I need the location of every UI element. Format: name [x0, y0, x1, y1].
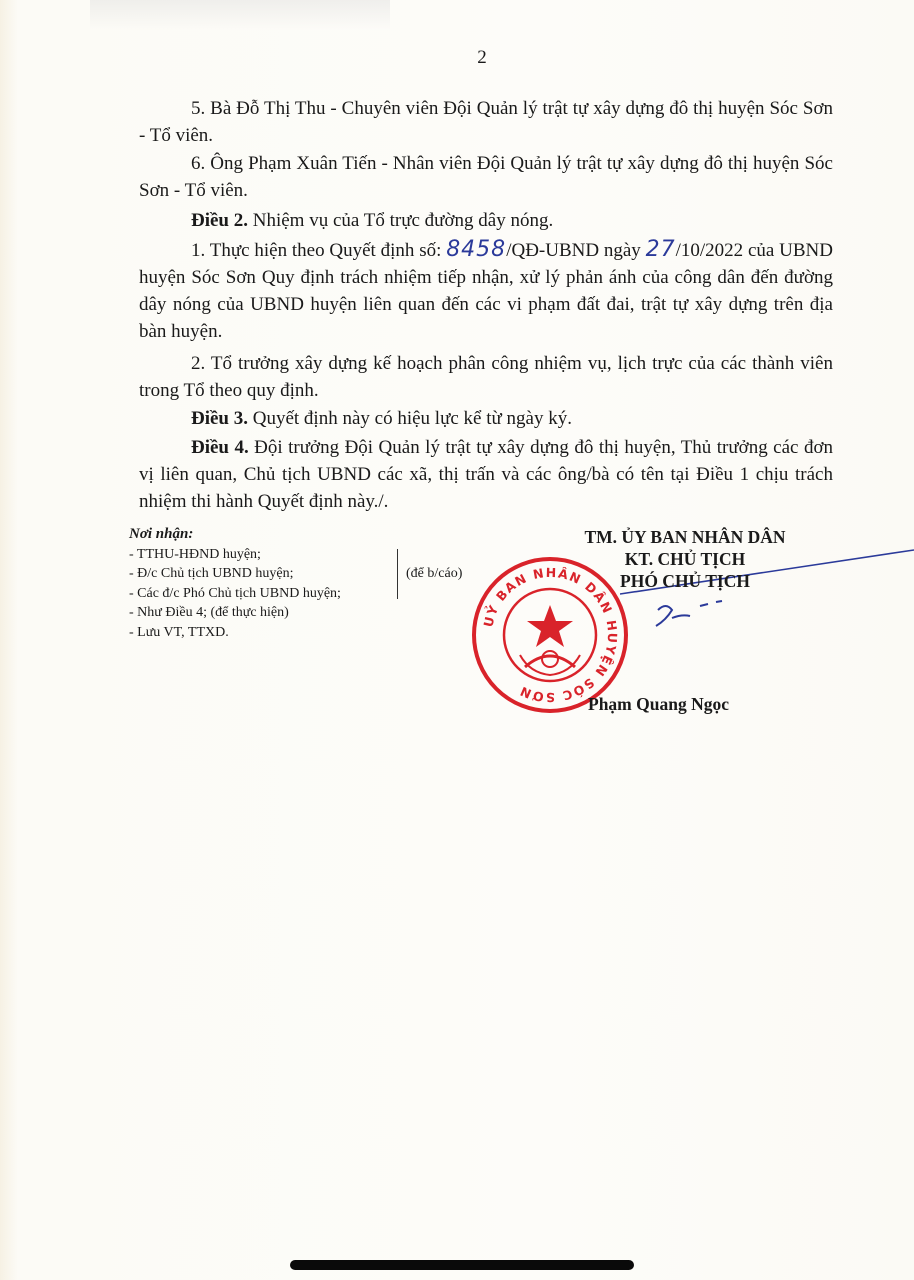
article-4-text: Đội trưởng Đội Quản lý trật tự xây dựng đô thị huyện, Thủ trưởng các đơn vị liên quan, Chủ tịch UBND các xã, thị trấn và các ông/bà có tên tại Điều 1 chịu trách nhiệm thi hành Quyết định này./.: [139, 437, 834, 512]
article-2-item-2: 2. Tổ trưởng xây dựng kế hoạch phân công nhiệm vụ, lịch trực của các thành viên trong Tổ theo quy định.: [139, 353, 833, 401]
article-2-title: Nhiệm vụ của Tổ trực đường dây nóng.: [248, 210, 554, 231]
article-2-label: Điều 2.: [191, 210, 248, 231]
decision-day-handwritten: 27: [645, 237, 676, 262]
article-3-label: Điều 3.: [191, 408, 248, 429]
article-2-item-1: [139, 236, 833, 345]
member-6: 6. Ông Phạm Xuân Tiến - Nhân viên Đội Quản lý trật tự xây dựng đô thị huyện Sóc Sơn - Tổ viên.: [139, 153, 833, 201]
signer-name: Phạm Quang Ngọc: [588, 694, 729, 714]
signature-title-1: TM. ỦY BAN NHÂN DÂN: [584, 527, 786, 547]
signature-title-2: KT. CHỦ TỊCH: [624, 549, 746, 569]
decision-number-handwritten: 8458: [446, 237, 507, 262]
scan-shadow: [90, 0, 390, 30]
report-note: (để b/cáo): [406, 566, 463, 581]
home-indicator[interactable]: [290, 1260, 634, 1270]
recipients-brace: [397, 549, 398, 599]
page-number: 2: [477, 47, 487, 68]
member-5: 5. Bà Đỗ Thị Thu - Chuyên viên Đội Quản lý trật tự xây dựng đô thị huyện Sóc Sơn - Tổ viên.: [139, 98, 833, 146]
recipient-item: - TTHU-HĐND huyện;: [129, 546, 261, 562]
recipient-item: - Như Điều 4; (để thực hiện): [129, 605, 289, 620]
recipients-heading: Nơi nhận:: [129, 526, 194, 542]
article-3-text: Quyết định này có hiệu lực kể từ ngày ký.: [248, 408, 572, 429]
item-1-prefix: 1. Thực hiện theo Quyết định số:: [191, 240, 447, 261]
signature-title-3: PHÓ CHỦ TỊCH: [620, 571, 750, 591]
recipients-block: [129, 525, 341, 642]
item-1-mid: /QĐ-UBND ngày: [506, 240, 646, 261]
seal-text: UỶ BAN NHÂN DÂN HUYỆN SÓC SƠN: [480, 564, 621, 706]
article-4-label: Điều 4.: [191, 437, 249, 458]
article-2-heading: [139, 207, 833, 234]
recipient-item: - Các đ/c Phó Chủ tịch UBND huyện;: [129, 585, 341, 601]
recipient-item: - Lưu VT, TTXD.: [129, 624, 229, 640]
item-1-rest: /10/2022 của UBND huyện Sóc Sơn Quy định trách nhiệm tiếp nhận, xử lý phản ánh của công dân đến đường dây nóng của UBND huyện liên quan đến các vi phạm đất đai, trật tự xây dựng trên địa bàn huyện.: [139, 240, 833, 342]
recipient-item: - Đ/c Chủ tịch UBND huyện;: [129, 566, 294, 581]
article-3: [139, 405, 833, 432]
article-4: [139, 434, 833, 515]
signature-block: [520, 526, 850, 592]
